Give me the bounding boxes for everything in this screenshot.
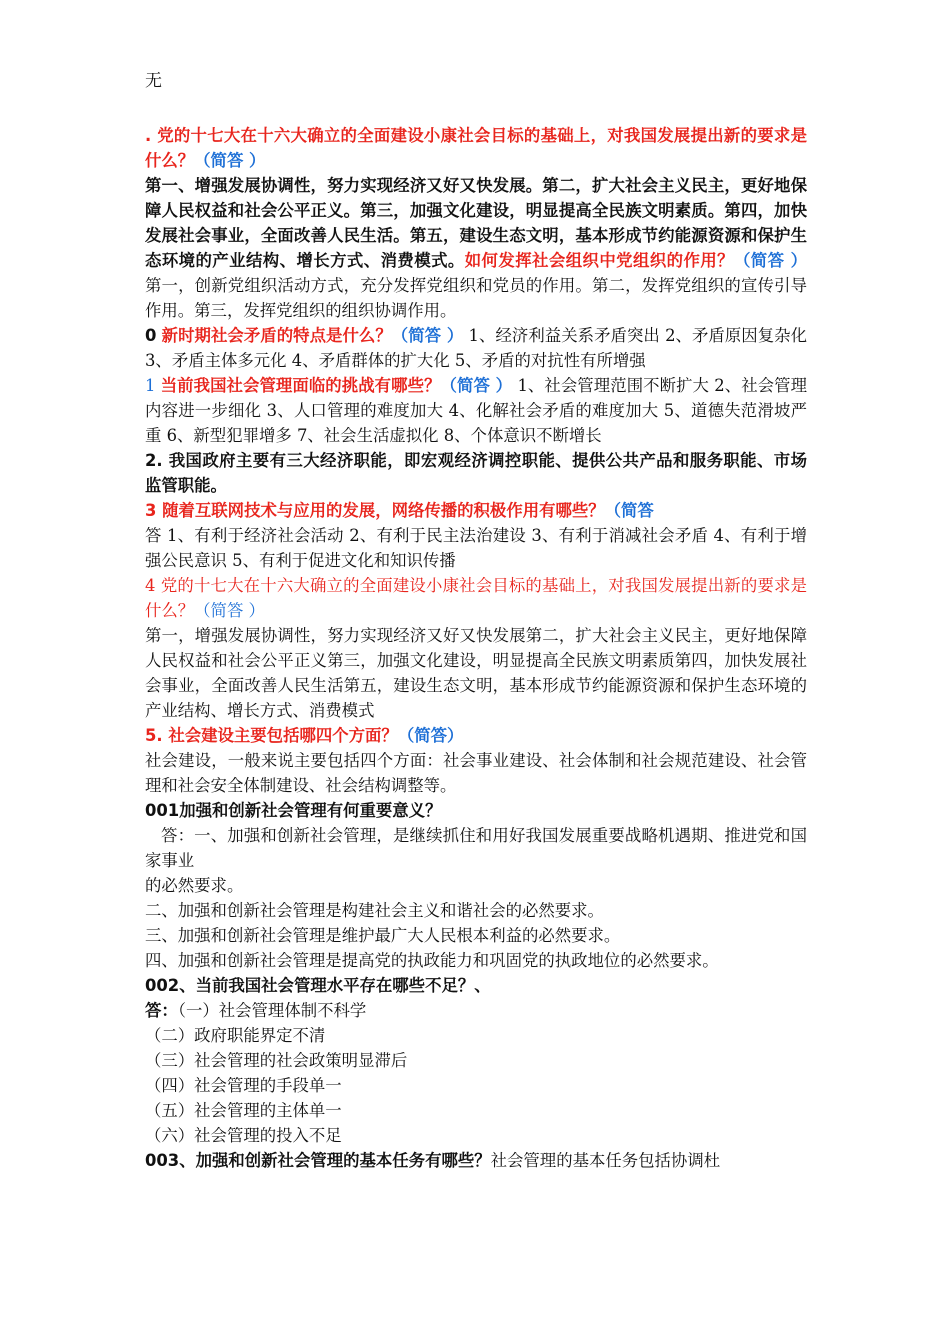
q2-tag: （简答 ）	[391, 326, 464, 345]
q9-answer-label: 答：	[145, 1001, 178, 1020]
q10-title: 003、加强和创新社会管理的基本任务有哪些？	[145, 1151, 491, 1170]
q5-answer: 答 1、有利于经济社会活动 2、有利于民主法治建设 3、有利于消减社会矛盾 4、有利于增强公民意识 5、有利于促进文化和知识传播	[145, 526, 807, 570]
q6-answer: 第一，增强发展协调性，努力实现经济又好又快发展第二，扩大社会主义民主，更好地保障人民权益和社会公平正义第三，加强文化建设，明显提高全民族文明素质第四，加快发展社会事业，全面改善人民生活第五，建设生态文明，基本形成节约能源资源和保护生态环境的产业结构、增长方式、消费模式	[145, 626, 807, 720]
q2-paragraph	[145, 323, 807, 373]
q5-title: 3 随着互联网技术与应用的发展，网络传播的积极作用有哪些？	[145, 501, 605, 520]
q5-paragraph	[145, 498, 807, 523]
q10-paragraph	[145, 1148, 807, 1173]
q8-title: 001加强和创新社会管理有何重要意义？	[145, 801, 442, 820]
q2-answer: 1、经济利益关系矛盾突出 2、矛盾原因复杂化 3、矛盾主体多元化 4、矛盾群体的扩大化 5、矛盾的对抗性有所增强	[145, 326, 807, 370]
q0-title: . 党的十七大在十六大确立的全面建设小康社会目标的基础上，对我国发展提出新的要求是什么？	[145, 126, 807, 170]
q8-answer-4: 三、加强和创新社会管理是维护最广大人民根本利益的必然要求。	[145, 926, 621, 945]
q0-paragraph	[145, 123, 807, 173]
q1-tag: （简答 ）	[733, 251, 808, 270]
q2-title: 新时期社会矛盾的特点是什么？	[161, 326, 392, 345]
q9-item: （四）社会管理的手段单一	[145, 1076, 342, 1095]
q3-tag: （简答 ）	[440, 376, 513, 395]
q9-item: （三）社会管理的社会政策明显滞后	[145, 1051, 408, 1070]
q9-item: （一）社会管理体制不科学	[177, 1001, 367, 1020]
q7-answer: 社会建设，一般来说主要包括四个方面：社会事业建设、社会体制和社会规范建设、社会管理和社会安全体制建设、社会结构调整等。	[145, 751, 807, 795]
q4-paragraph: 2. 我国政府主要有三大经济职能，即宏观经济调控职能、提供公共产品和服务职能、市场监管职能。	[145, 451, 807, 495]
q6-tag: （简答 ）	[194, 601, 265, 620]
document-body	[145, 123, 807, 1173]
q9-title: 002、当前我国社会管理水平存在哪些不足？、	[145, 976, 491, 995]
q7-paragraph	[145, 723, 807, 748]
q5-tag: （简答	[604, 501, 654, 520]
q0-answer: 第一、增强发展协调性，努力实现经济又好又快发展。第二，扩大社会主义民主，更好地保障人民权益和社会公平正义。第三，加强文化建设，明显提高全民族文明素质。第四，加快发展社会事业，全面改善人民生活。第五，建设生态文明，基本形成节约能源资源和保护生态环境的产业结构、增长方式、消费模式。	[145, 176, 807, 270]
q8-answer-5: 四、加强和创新社会管理是提高党的执政能力和巩固党的执政地位的必然要求。	[145, 951, 719, 970]
q6-paragraph	[145, 573, 807, 623]
q8-answer-2: 的必然要求。	[145, 876, 244, 895]
q1-title: 如何发挥社会组织中党组织的作用？	[464, 251, 734, 270]
q9-item: （六）社会管理的投入不足	[145, 1126, 342, 1145]
q1-answer: 第一，创新党组织活动方式，充分发挥党组织和党员的作用。第二，发挥党组织的宣传引导作用。第三，发挥党组织的组织协调作用。	[145, 276, 807, 320]
q3-answer: 1、社会管理范围不断扩大 2、社会管理内容进一步细化 3、人口管理的难度加大 4、化解社会矛盾的难度加大 5、道德失范滑坡严重 6、新型犯罪增多 7、社会生活虚拟化 8、个体意识不断增长	[145, 376, 807, 445]
q8-answer-3: 二、加强和创新社会管理是构建社会主义和谐社会的必然要求。	[145, 901, 604, 920]
q2-number: 0	[145, 326, 157, 345]
q10-answer: 社会管理的基本任务包括协调杜	[490, 1151, 721, 1170]
q9-item: （二）政府职能界定不清	[145, 1026, 326, 1045]
q0-tag: （简答 ）	[194, 151, 266, 170]
q7-title: 5. 社会建设主要包括哪四个方面？	[145, 726, 398, 745]
page-header: 无	[145, 71, 162, 91]
q9-item-1-line	[145, 998, 807, 1023]
q9-item: （五）社会管理的主体单一	[145, 1101, 342, 1120]
q3-paragraph	[145, 373, 807, 448]
q0-answer-q1-paragraph	[145, 173, 807, 323]
q3-title: 当前我国社会管理面临的挑战有哪些？	[160, 376, 441, 395]
q3-number: 1	[145, 376, 156, 395]
q6-title: 4 党的十七大在十六大确立的全面建设小康社会目标的基础上，对我国发展提出新的要求是什么？	[145, 576, 807, 620]
q8-answer-1: 答：一、加强和创新社会管理，是继续抓住和用好我国发展重要战略机遇期、推进党和国家事业	[145, 826, 807, 870]
q7-tag: （简答）	[397, 726, 464, 745]
